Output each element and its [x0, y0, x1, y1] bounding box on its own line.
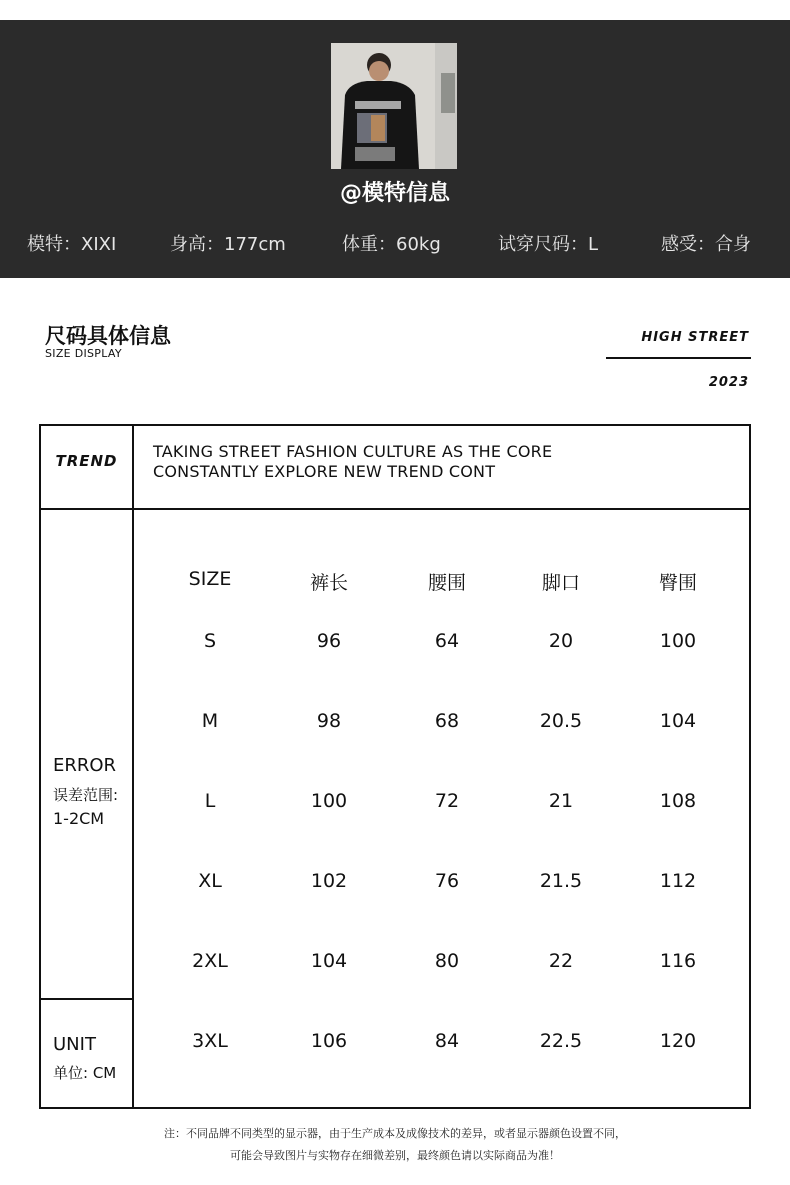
error-label: ERROR: [53, 755, 117, 776]
size-label-cell: L: [204, 790, 216, 812]
table-cell: 72: [434, 790, 460, 812]
size-section-subtitle: SIZE DISPLAY: [45, 347, 122, 360]
unit-value: 单位: CM: [53, 1064, 117, 1082]
table-cell: 120: [659, 1030, 697, 1052]
model-photo-graphic: [331, 43, 457, 169]
table-cell: 64: [434, 630, 460, 652]
table-divider-header: [39, 508, 751, 510]
table-cell: 102: [310, 870, 348, 892]
table-cell: 106: [310, 1030, 348, 1052]
model-height: 身高：177cm: [170, 234, 286, 255]
table-cell: 21: [548, 790, 574, 812]
trend-label: TREND: [55, 452, 118, 470]
column-header: 脚口: [541, 572, 580, 594]
tag-underline: [606, 357, 751, 359]
table-cell: 22.5: [539, 1030, 583, 1052]
size-label-cell: 2XL: [192, 950, 228, 972]
table-cell: 100: [659, 630, 697, 652]
model-photo: [331, 43, 457, 169]
slogan-line-2: CONSTANTLY EXPLORE NEW TREND CONT: [153, 462, 496, 481]
size-section-title: 尺码具体信息: [45, 323, 171, 348]
size-label-cell: M: [201, 710, 219, 732]
table-divider-unit: [39, 998, 134, 1000]
model-tried-size: 试穿尺码：L: [498, 234, 599, 255]
table-cell: 96: [316, 630, 342, 652]
footnote-line-1: 注：不同品牌不同类型的显示器，由于生产成本及成像技术的差异，或者显示器颜色设置不同，: [164, 1127, 626, 1140]
model-feeling: 感受：合身: [661, 234, 751, 255]
year-tag: 2023: [708, 375, 749, 390]
slogan-line-1: TAKING STREET FASHION CULTURE AS THE CORE: [153, 442, 553, 461]
table-cell: 20.5: [539, 710, 583, 732]
table-cell: 108: [659, 790, 697, 812]
column-header: 腰围: [427, 572, 466, 594]
table-cell: 100: [310, 790, 348, 812]
size-label-cell: S: [203, 630, 217, 652]
model-info-title: @模特信息: [339, 181, 450, 206]
table-cell: 116: [659, 950, 697, 972]
table-divider-vertical: [132, 424, 134, 1109]
table-cell: 104: [659, 710, 697, 732]
table-cell: 76: [434, 870, 460, 892]
table-cell: 21.5: [539, 870, 583, 892]
model-name: 模特：XIXI: [27, 234, 117, 255]
size-label-cell: 3XL: [192, 1030, 228, 1052]
column-header: SIZE: [188, 568, 232, 590]
unit-label: UNIT: [53, 1034, 96, 1055]
table-cell: 112: [659, 870, 697, 892]
size-table-frame: [39, 424, 751, 1109]
table-cell: 68: [434, 710, 460, 732]
table-cell: 84: [434, 1030, 460, 1052]
column-header: 裤长: [309, 572, 348, 594]
high-street-tag: HIGH STREET: [641, 330, 749, 345]
error-range-label: 误差范围:: [53, 786, 119, 804]
model-weight: 体重：60kg: [342, 234, 441, 255]
table-cell: 20: [548, 630, 574, 652]
column-header: 臀围: [658, 572, 697, 594]
footnote-line-2: 可能会导致图片与实物存在细微差别，最终颜色请以实际商品为准！: [230, 1149, 560, 1162]
size-label-cell: XL: [198, 870, 222, 892]
table-cell: 104: [310, 950, 348, 972]
table-cell: 98: [316, 710, 342, 732]
error-range-value: 1-2CM: [53, 809, 105, 828]
table-cell: 22: [548, 950, 574, 972]
table-cell: 80: [434, 950, 460, 972]
